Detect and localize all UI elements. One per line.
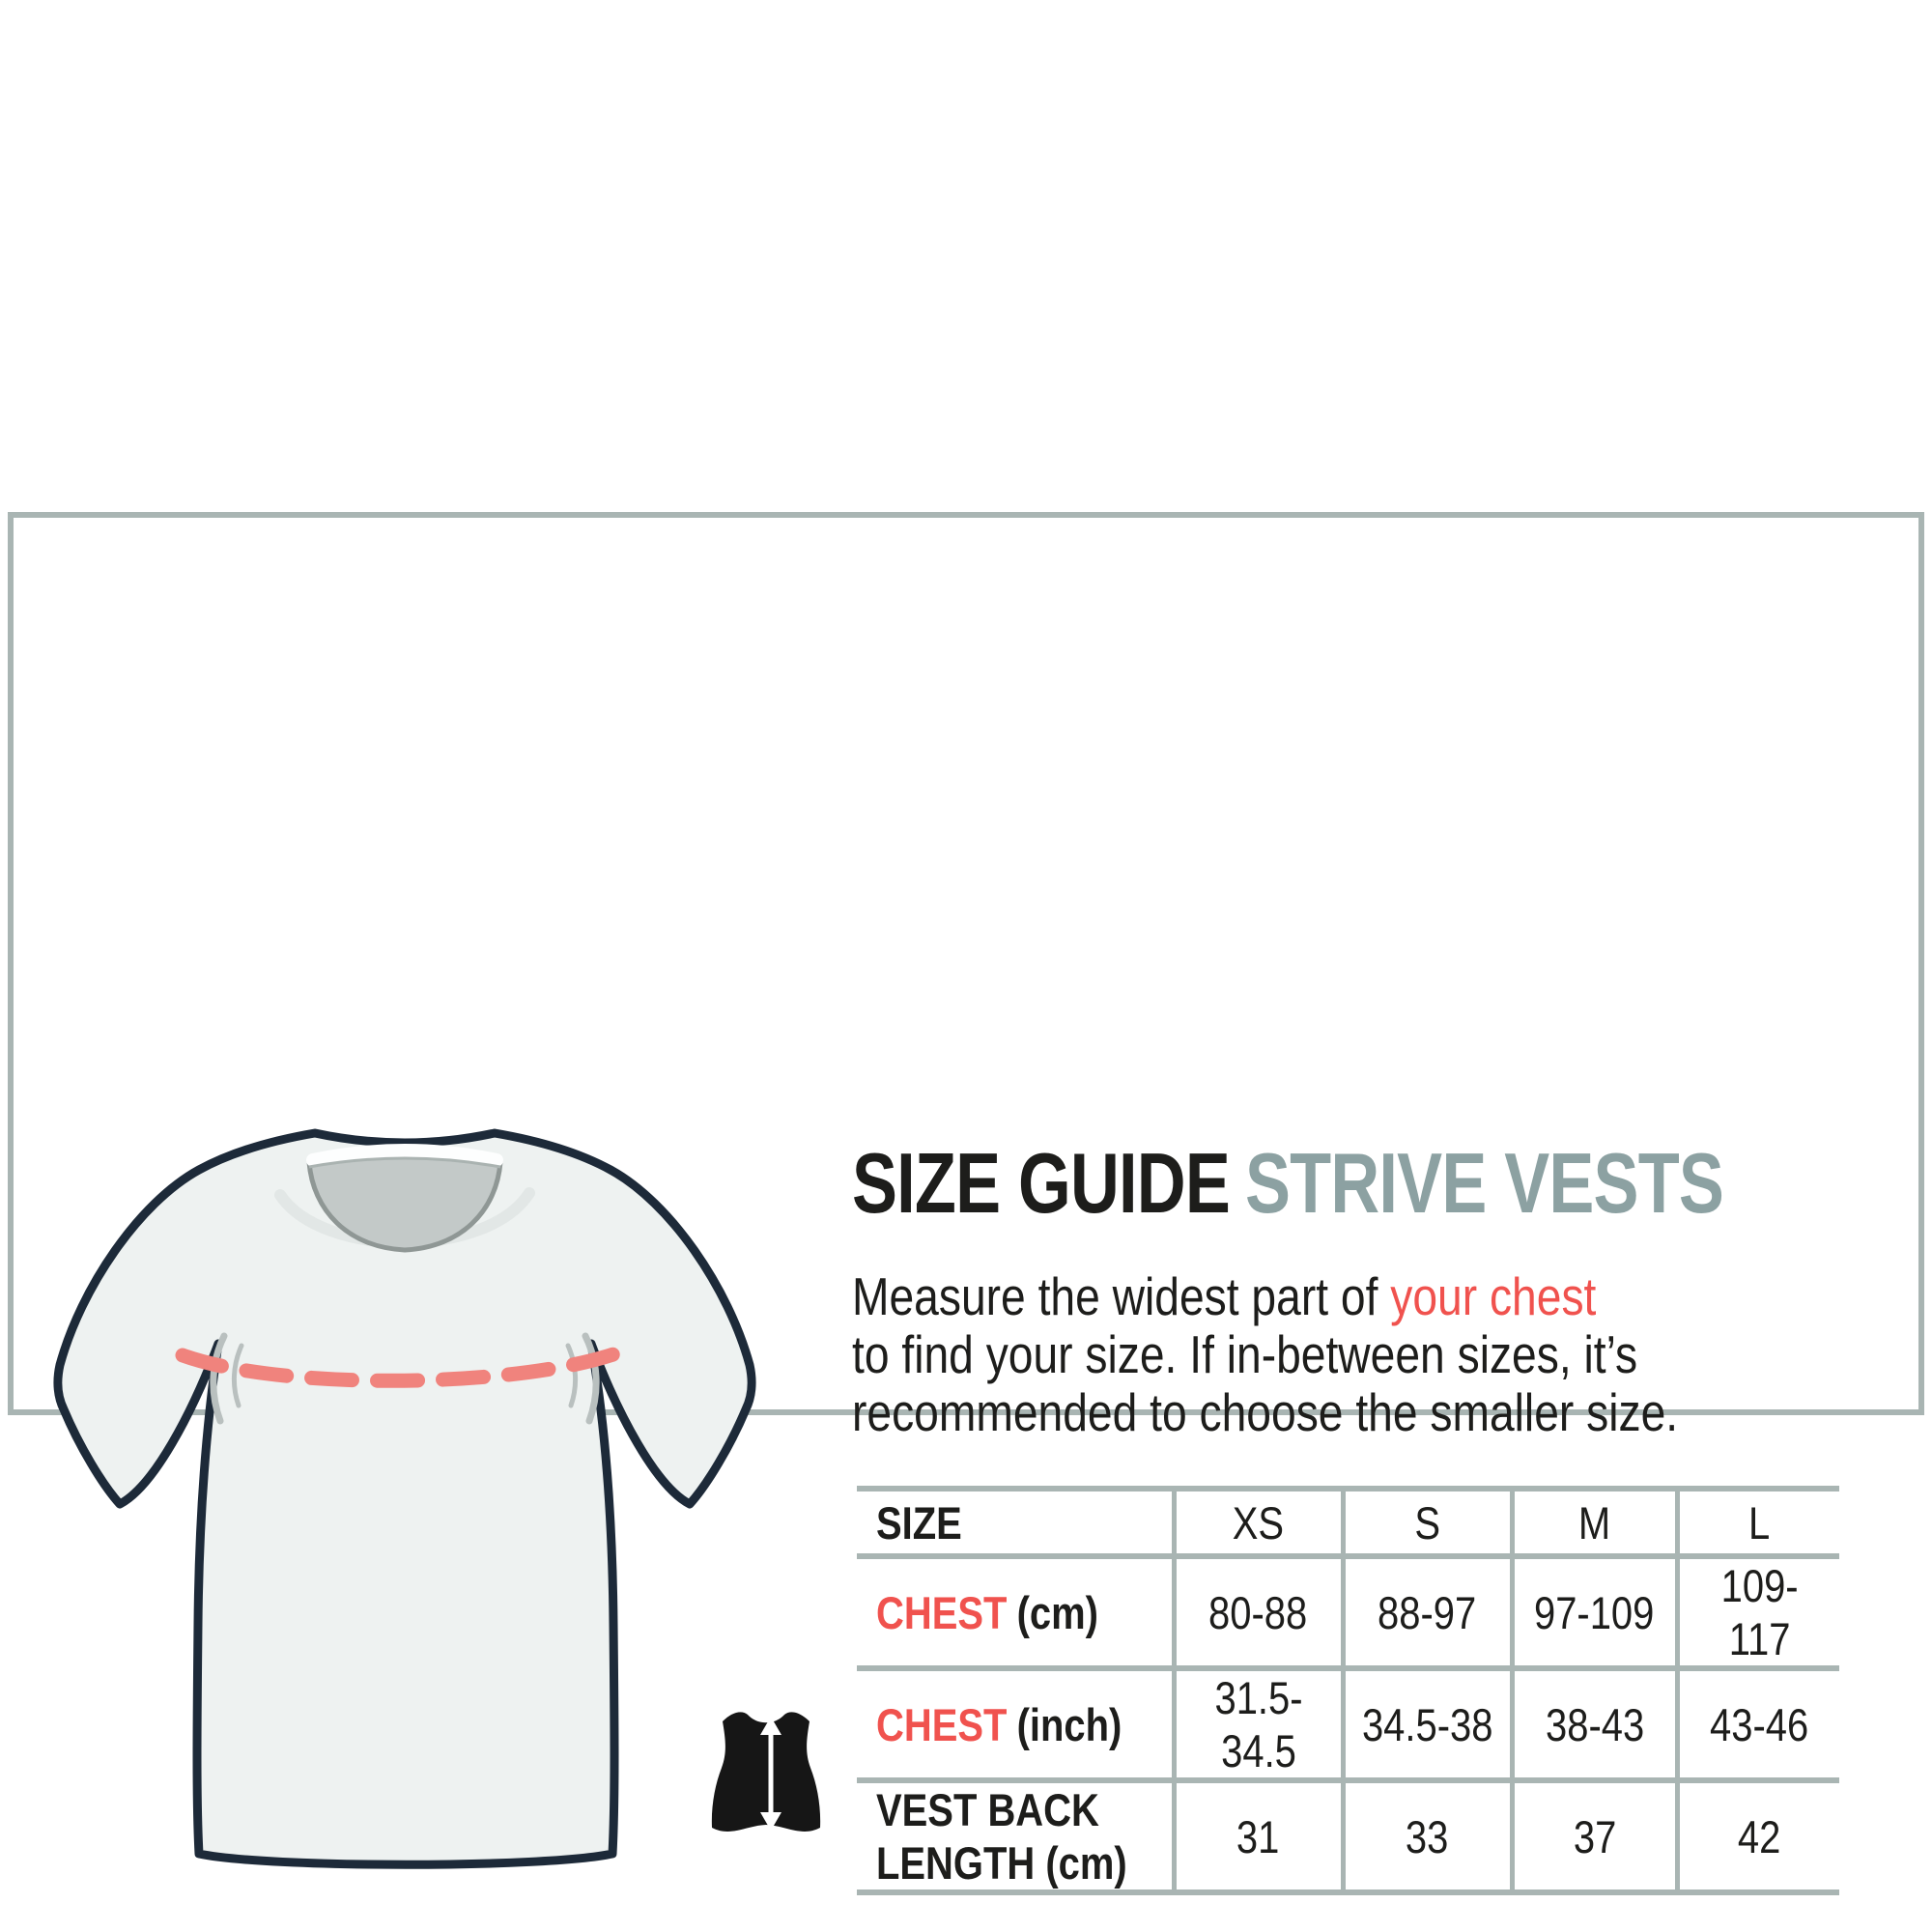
chest-cm-xs: 80-88 [1208, 1586, 1308, 1638]
instruction-line-2: to find your size. If in-between sizes, it’s [852, 1324, 1638, 1384]
title-size-guide: SIZE GUIDE [852, 1135, 1230, 1231]
size-s-header: S [1414, 1496, 1440, 1548]
table-row-chest-cm [857, 1556, 1839, 1668]
table-row-header [857, 1489, 1839, 1556]
size-instructions [852, 1267, 1678, 1441]
chest-inch-xs: 31.5-34.5 [1213, 1672, 1303, 1776]
size-m-header: M [1578, 1496, 1611, 1548]
vest-back-length-icon [707, 1708, 825, 1839]
chest-inch-label: CHEST (inch) [876, 1698, 1122, 1750]
chest-cm-l: 109-117 [1720, 1560, 1799, 1664]
title-strive-vests: STRIVE VESTS [1245, 1135, 1724, 1231]
size-column-header: SIZE [876, 1496, 962, 1548]
instruction-line-1: Measure the widest part of your chest [852, 1266, 1597, 1326]
highlight-your-chest: your chest [1390, 1266, 1597, 1326]
chest-inch-l: 43-46 [1710, 1698, 1809, 1750]
vest-back-l: 42 [1738, 1810, 1781, 1862]
size-xs-header: XS [1232, 1496, 1285, 1548]
vest-back-m: 37 [1573, 1810, 1616, 1862]
instruction-line-3: recommended to choose the smaller size. [852, 1382, 1679, 1442]
chest-cm-m: 97-109 [1534, 1586, 1655, 1638]
table-row-vest-back-length [857, 1780, 1839, 1892]
page-title [852, 1135, 1724, 1231]
size-guide-panel [8, 512, 1924, 1889]
vest-back-s: 33 [1406, 1810, 1449, 1862]
table-row-chest-inch [857, 1668, 1839, 1780]
size-table [857, 1486, 1839, 1895]
chest-inch-m: 38-43 [1545, 1698, 1644, 1750]
size-l-header: L [1748, 1496, 1771, 1548]
tshirt-illustration [52, 1102, 757, 1875]
chest-cm-label: CHEST (cm) [876, 1586, 1098, 1638]
chest-cm-s: 88-97 [1378, 1586, 1477, 1638]
vest-back-xs: 31 [1236, 1810, 1280, 1862]
chest-inch-s: 34.5-38 [1361, 1698, 1493, 1750]
vest-back-length-label: VEST BACK LENGTH (cm) [876, 1784, 1127, 1889]
